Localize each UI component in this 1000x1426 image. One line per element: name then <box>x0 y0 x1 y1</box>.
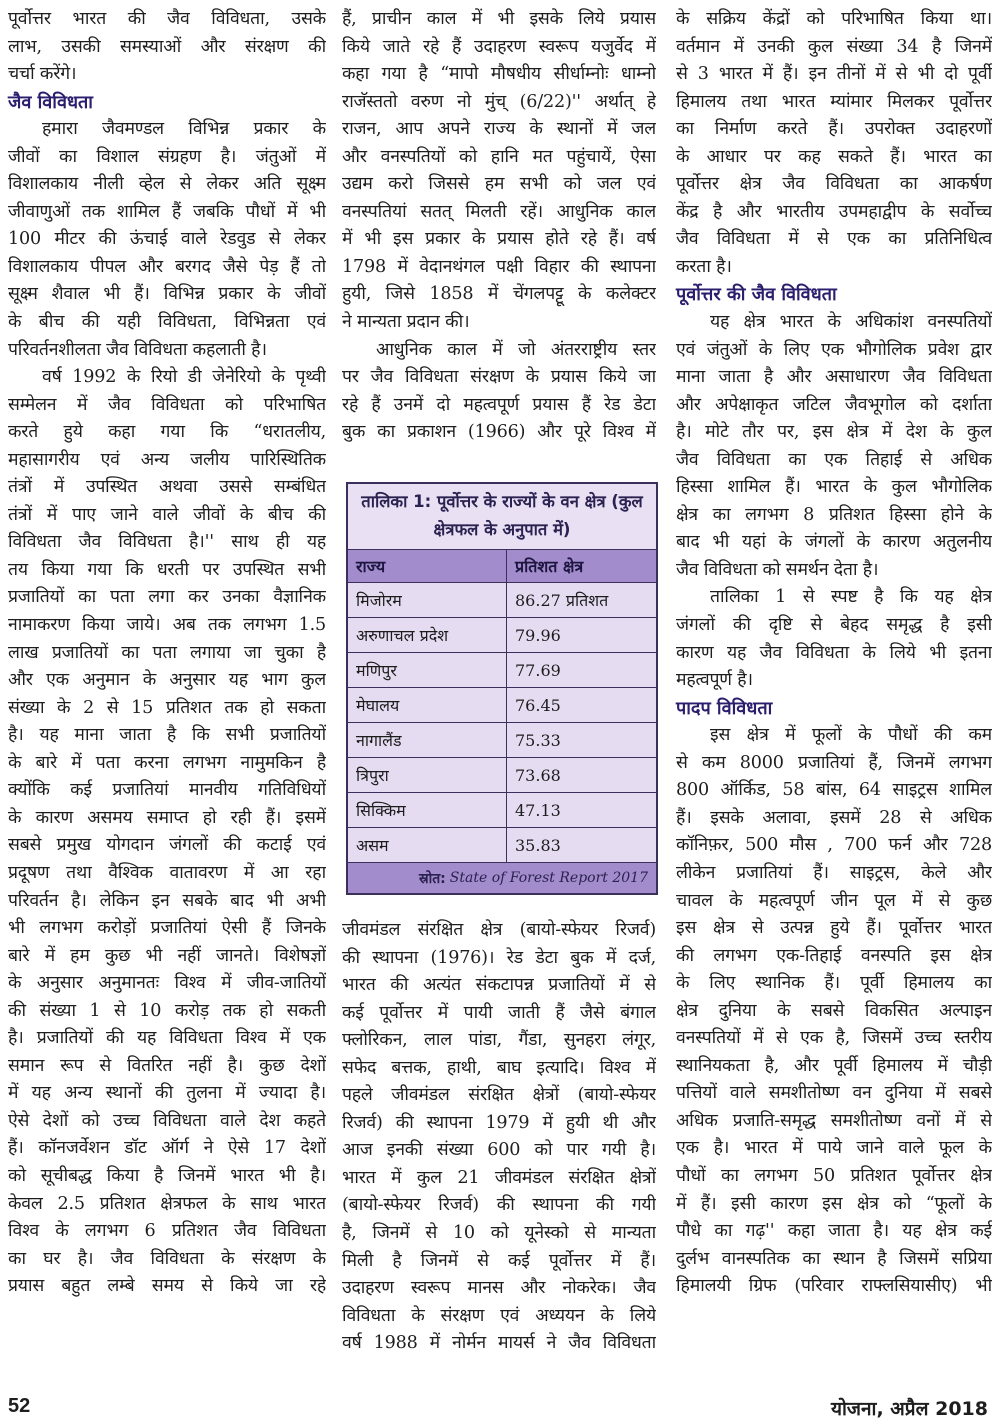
text-line: वर्ष 1988 में नोर्मन मायर्स ने जैव विविधता <box>342 1333 656 1354</box>
text-line: जैव विविधता का एक तिहाई से अधिक <box>676 449 992 470</box>
section-heading: पादप विविधता <box>676 697 773 719</box>
table-source <box>348 863 656 893</box>
text-line: आज इनकी संख्या 600 को पार गयी है। <box>342 1140 656 1161</box>
text-line: (बायो-स्फेयर रिजर्व) की स्थापना की गयी <box>342 1195 656 1216</box>
text-line: लीकेन प्रजातियां हैं। साइट्रस, केले और <box>676 862 992 883</box>
text-line: सूक्ष्म शैवाल भी हैं। विभिन्न प्रकार के जीवों <box>8 284 326 305</box>
text-line: के सक्रिय केंद्रों को परिभाषित किया था। <box>676 9 992 29</box>
text-line: हिमालयी ग्रिफ (परिवार राफ्लसियासीए) भी <box>676 1276 992 1297</box>
text-line: स्थानियकता है, और पूर्वी हिमालय में चौड़ी <box>676 1055 992 1076</box>
state-name: सिक्किम <box>348 793 507 827</box>
text-line: पौधे का गढ़'' कहा जाता है। यह क्षेत्र कई <box>676 1221 992 1242</box>
forest-percent: 79.96 <box>515 625 561 645</box>
text-line: सबसे प्रमुख योगदान जंगलों की कटाई एवं <box>8 835 326 856</box>
table-header-row <box>348 550 656 583</box>
text-line: कारण यह जैव विविधता के लिये भी इतना <box>676 642 992 663</box>
text-line: हैं, प्राचीन काल में भी इसके लिये प्रयास <box>342 9 656 29</box>
text-column-3 <box>676 6 992 1301</box>
text-line: एवं जंतुओं के लिए एक भौगोलिक प्रवेश द्वार <box>676 339 992 360</box>
table-row <box>348 618 656 653</box>
text-line: किये जाते रहे हैं उदाहरण स्वरूप यजुर्वेद में <box>342 36 656 57</box>
state-name: मिजोरम <box>348 583 507 617</box>
state-name: नागालैंड <box>348 723 507 757</box>
text-line: में भी इस प्रकार के प्रयास होते रहे हैं। वर्ष <box>342 229 656 250</box>
text-line: उद्यम करो जिससे हम सभी को जल एवं <box>342 174 656 195</box>
text-line: महत्वपूर्ण है। <box>676 670 753 691</box>
text-line: हैं। कॉनजर्वेशन डॉट ऑर्ग ने ऐसे 17 देशों <box>8 1138 326 1159</box>
text-line: के लिए स्थानिक हैं। पूर्वी हिमालय का <box>676 973 992 994</box>
text-line: कॉनिफ़र, 500 मौस , 700 फर्न और 728 <box>676 835 992 856</box>
text-line: पौधों का लगभग 50 प्रतिशत पूर्वोत्तर क्षेत्र <box>676 1165 992 1186</box>
text-line: माना जाता है और असाधारण जैव विविधता <box>676 367 992 388</box>
forest-percent: 35.83 <box>515 835 561 855</box>
text-line: पहले जीवमंडल संरक्षित क्षेत्रों (बायो-स्फेयर <box>342 1085 656 1106</box>
text-line: हैं। इसके अलावा, इसमें 28 से अधिक <box>676 807 992 828</box>
text-line: क्षेत्र का लगभग 8 प्रतिशत हिस्सा होने के <box>676 504 992 525</box>
forest-percent: 75.33 <box>515 730 561 750</box>
forest-area-table <box>346 482 658 895</box>
text-line: रिजर्व) की स्थापना 1979 में हुयी थी और <box>342 1112 656 1133</box>
forest-percent: 73.68 <box>515 765 561 785</box>
text-line: अधिक प्रजाति-समृद्ध समशीतोष्ण वनों में से <box>676 1110 992 1131</box>
text-line: जीवों का विशाल संग्रहण है। जंतुओं में <box>8 146 326 167</box>
text-line: की स्थापना (1976)। रेड डेटा बुक में दर्ज, <box>342 947 656 968</box>
text-line: केंद्र है और भारतीय उपमहाद्वीप के सर्वोच्च <box>676 201 992 222</box>
text-line: वर्तमान में उनकी कुल संख्या 34 है जिनमें <box>676 36 992 57</box>
text-line: 800 ऑर्किड, 58 बांस, 64 साइट्रस शामिल <box>676 780 992 801</box>
text-line: क्योंकि कई प्रजातियां मानवीय गतिविधियों <box>8 780 326 801</box>
magazine-issue: योजना, अप्रैल 2018 <box>830 1398 988 1420</box>
text-line: जैव विविधता को समर्थन देता है। <box>676 559 879 580</box>
text-line: पूर्वोत्तर क्षेत्र जैव विविधता का आकर्षण <box>676 174 992 195</box>
text-line: की संख्या 1 से 10 करोड़ तक हो सकती <box>8 1000 326 1021</box>
text-line: विविधता के संरक्षण एवं अध्ययन के लिये <box>342 1305 656 1326</box>
text-line: के कारण असमय समाप्त हो रही हैं। इसमें <box>8 807 326 828</box>
text-line: 100 मीटर की ऊंचाई वाले रेडवुड से लेकर <box>8 229 326 250</box>
forest-percent: 77.69 <box>515 660 561 680</box>
text-line: ऐसे देशों को उच्च विविधता वाले देश कहते <box>8 1110 326 1131</box>
text-line: कई पूर्वोत्तर में पायी जाती हैं जैसे बंगाल <box>342 1002 656 1023</box>
table-row <box>348 723 656 758</box>
text-line: लाख प्रजातियों का पता लगाया जा चुका है <box>8 642 326 663</box>
text-line: तय किया गया कि धरती पर उपस्थित सभी <box>8 559 326 580</box>
text-line: दुर्लभ वानस्पतिक का स्थान है जिसमें सप्रिया <box>676 1248 992 1269</box>
table-row <box>348 828 656 863</box>
text-line: जैव विविधता में से एक का प्रतिनिधित्व <box>676 229 992 250</box>
text-line: का निर्माण करते हैं। उपरोक्त उदाहरणों <box>676 119 992 140</box>
text-line: जीवमंडल संरक्षित क्षेत्र (बायो-स्फेयर रिजर्व) <box>342 920 656 940</box>
table-body <box>348 583 656 863</box>
forest-percent: 86.27 प्रतिशत <box>515 591 609 610</box>
text-line: है। मोटे तौर पर, इस क्षेत्र में देश के कुल <box>676 422 992 443</box>
text-line: को सूचीबद्ध किया है जिनमें भारत भी है। <box>8 1165 326 1186</box>
text-line: पर जैव विविधता संरक्षण के प्रयास किये जा <box>342 367 656 388</box>
text-line: आधुनिक काल में जो अंतरराष्ट्रीय स्तर <box>376 339 656 360</box>
text-line: सफेद बत्तक, हाथी, बाघ इत्यादि। विश्व में <box>342 1057 656 1078</box>
forest-percent: 76.45 <box>515 695 561 715</box>
column-header-percent: प्रतिशत क्षेत्र <box>515 557 584 576</box>
text-line: रहे हैं उनमें दो महत्वपूर्ण प्रयास हैं रेड डेटा <box>342 394 656 415</box>
text-line: बाद भी यहां के जंगलों के कारण अतुलनीय <box>676 532 992 553</box>
table-title: तालिका 1: पूर्वोत्तर के राज्यों के वन क्षेत्र (कुल क्षेत्रफल के अनुपात में) <box>348 484 656 550</box>
text-line: महासागरीय एवं अन्य जलीय पारिस्थितिक <box>8 449 326 470</box>
text-line: में हैं। इसी कारण इस क्षेत्र को “फूलों के <box>676 1193 992 1214</box>
forest-percent: 47.13 <box>515 800 561 820</box>
text-line: प्रयास बहुत लम्बे समय से किये जा रहे <box>8 1276 326 1297</box>
text-line: राजन, आप अपने राज्य के स्थानों में जल <box>342 119 656 140</box>
state-name: त्रिपुरा <box>348 758 507 792</box>
text-column-2-top <box>342 6 656 447</box>
text-line: क्षेत्र दुनिया के सबसे विकसित अल्पाइन <box>676 1000 992 1021</box>
text-line: है, जिनमें से 10 को यूनेस्को से मान्यता <box>342 1223 656 1244</box>
text-line: बुक का प्रकाशन (1966) और पूरे विश्व में <box>342 422 656 443</box>
text-line: है। यह माना जाता है कि सभी प्रजातियों <box>8 725 326 746</box>
text-line: और अपेक्षाकृत जटिल जैवभूगोल को दर्शाता <box>676 394 992 415</box>
text-line: राजॅस्ततो वरुण नो मुंच् (6/22)'' अर्थात् हे <box>342 91 656 112</box>
text-line: परिवर्तनशीलता जैव विविधता कहलाती है। <box>8 339 267 360</box>
text-line: फ्लोरिकन, लाल पांडा, गैंडा, सुनहरा लंगूर, <box>342 1030 656 1051</box>
text-line: संख्या के 2 से 15 प्रतिशत तक हो सकता <box>8 697 326 718</box>
text-line: प्रदूषण तथा वैश्विक वातावरण में आ रहा <box>8 862 326 883</box>
text-line: सम्मेलन में जैव विविधता को परिभाषित <box>8 394 326 415</box>
text-line: पत्तियों वाले समशीतोष्ण वन दुनिया में सबसे <box>676 1083 992 1104</box>
text-line: की लगभग एक-तिहाई वनस्पति इस क्षेत्र <box>676 945 992 966</box>
text-line: लाभ, उसकी समस्याओं और संरक्षण की <box>8 36 326 57</box>
text-line: के अनुसार अनुमानतः विश्व में जीव-जातियों <box>8 973 326 994</box>
state-name: अरुणाचल प्रदेश <box>348 618 507 652</box>
table-row <box>348 758 656 793</box>
text-line: इस क्षेत्र में फूलों के पौधों की कम <box>710 725 992 746</box>
text-line: चर्चा करेंगे। <box>8 64 77 85</box>
text-line: नामाकरण किया जाये। अब तक लगभग 1.5 <box>8 615 326 636</box>
text-line: हिस्सा शामिल हैं। भारत के कुल भौगोलिक <box>676 477 992 498</box>
text-line: इस क्षेत्र से उत्पन्न हुये हैं। पूर्वोत्तर भारत <box>676 918 992 939</box>
table-row <box>348 793 656 828</box>
table-row <box>348 583 656 618</box>
text-line: कहा गया है “मापो मौषधीय सीर्धाम्नोः धाम्नो <box>342 64 656 85</box>
text-line: एक है। भारत में पाये जाने वाले फूल के <box>676 1138 992 1159</box>
text-line: मिली है जिनमें से कई पूर्वोत्तर में हैं। <box>342 1250 656 1271</box>
text-line: विश्व के लगभग 6 प्रतिशत जैव विविधता <box>8 1221 326 1242</box>
text-column-1 <box>8 6 326 1301</box>
section-heading: पूर्वोत्तर की जैव विविधता <box>676 284 837 306</box>
text-line: से 3 भारत में हैं। इन तीनों में से भी दो पूर्वी <box>676 64 992 85</box>
page-number: 52 <box>8 1395 31 1417</box>
text-line: तंत्रों में उपस्थित अथवा उससे सम्बंधित <box>8 477 326 498</box>
text-line: वनस्पतियां सतत् मिलती रहें। आधुनिक काल <box>342 201 656 222</box>
text-line: बारे में हम कुछ भी नहीं जानते। विशेषज्ञों <box>8 945 326 966</box>
state-name: मणिपुर <box>348 653 507 687</box>
source-label: स्रोत: <box>418 870 446 887</box>
text-line: और एक अनुमान के अनुसार यह भाग कुल <box>8 670 326 691</box>
text-line: में यह अन्य स्थानों की तुलना में ज्यादा है। <box>8 1083 326 1104</box>
state-name: असम <box>348 828 507 862</box>
text-line: से कम 8000 प्रजातियां हैं, जिनमें लगभग <box>676 752 992 773</box>
text-line: केवल 2.5 प्रतिशत क्षेत्रफल के साथ भारत <box>8 1193 326 1214</box>
text-line: के आधार पर कह सकते हैं। भारत का <box>676 146 992 167</box>
text-line: के बारे में पता करना लगभग नामुमकिन है <box>8 752 326 773</box>
text-line: भी लगभग करोड़ों प्रजातियां ऐसी हैं जिनके <box>8 918 326 939</box>
text-line: भारत में कुल 21 जीवमंडल संरक्षित क्षेत्रों <box>342 1167 656 1188</box>
text-column-2-bottom <box>342 917 656 1358</box>
text-line: करते हुये कहा गया कि “धरातलीय, <box>8 422 326 443</box>
text-line: के बीच की यही विविधता, विभिन्नता एवं <box>8 312 326 333</box>
text-line: ने मान्यता प्रदान की। <box>342 312 470 333</box>
state-name: मेघालय <box>348 688 507 722</box>
text-line: हुयी, जिसे 1858 में चेंगलपट्टू के कलेक्टर <box>342 284 656 305</box>
text-line: तंत्रों में पाए जाने वाले जीवों के बीच की <box>8 504 326 525</box>
text-line: 1798 में वेदानथंगल पक्षी विहार की स्थापना <box>342 256 656 277</box>
text-line: समान रूप से वितरित नहीं है। कुछ देशों <box>8 1055 326 1076</box>
text-line: पूर्वोत्तर भारत की जैव विविधता, उसके <box>8 9 326 29</box>
text-line: जीवाणुओं तक शामिल हैं जबकि पौधों में भी <box>8 201 326 222</box>
text-line: प्रजातियों का पता लगा कर उनका वैज्ञानिक <box>8 587 326 608</box>
text-line: हिमालय तथा भारत म्यांमार मिलकर पूर्वोत्तर <box>676 91 992 112</box>
text-line: हमारा जैवमण्डल विभिन्न प्रकार के <box>42 119 326 140</box>
column-header-state: राज्य <box>348 550 507 582</box>
text-line: विशालकाय नीली व्हेल से लेकर अति सूक्ष्म <box>8 174 326 195</box>
text-line: जंगलों की दृष्टि से बेहद समृद्ध है इसी <box>676 615 992 636</box>
text-line: भारत की अत्यंत संकटापन्न प्रजातियों में से <box>342 975 656 996</box>
table-row <box>348 653 656 688</box>
table-row <box>348 688 656 723</box>
text-line: चावल के महत्वपूर्ण जीन पूल में से कुछ <box>676 890 992 911</box>
section-heading: जैव विविधता <box>8 91 93 113</box>
text-line: करता है। <box>676 256 732 277</box>
text-line: यह क्षेत्र भारत के अधिकांश वनस्पतियों <box>710 312 992 333</box>
text-line: वर्ष 1992 के रियो डी जेनेरियो के पृथ्वी <box>42 367 326 388</box>
text-line: है। प्रजातियों की यह विविधता विश्व में एक <box>8 1028 326 1049</box>
text-line: तालिका 1 से स्पष्ट है कि यह क्षेत्र <box>710 587 992 608</box>
text-line: वनस्पतियों में से एक है, जिसमें उच्च स्तरीय <box>676 1028 992 1049</box>
text-line: विविधता जैव विविधता है।'' साथ ही यह <box>8 532 326 553</box>
text-line: परिवर्तन है। लेकिन इन सबके बाद भी अभी <box>8 890 326 911</box>
text-line: का घर है। जैव विविधता के संरक्षण के <box>8 1248 326 1269</box>
text-line: और वनस्पतियों को हानि मत पहुंचायें, ऐसा <box>342 146 656 167</box>
source-reference: State of Forest Report 2017 <box>449 870 648 886</box>
text-line: उदाहरण स्वरूप मानस और नोकरेक। जैव <box>342 1278 656 1299</box>
text-line: विशालकाय पीपल और बरगद जैसे पेड़ हैं तो <box>8 256 326 277</box>
